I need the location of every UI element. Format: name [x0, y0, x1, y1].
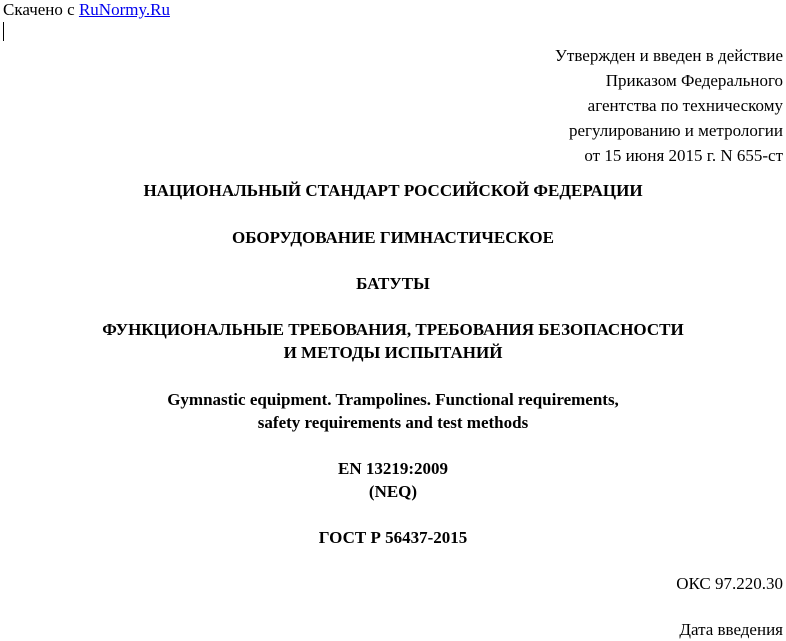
title-group-heading: ОБОРУДОВАНИЕ ГИМНАСТИЧЕСКОЕ [232, 228, 554, 247]
download-note [3, 0, 170, 21]
approval-line-1: Утвержден и введен в действие [554, 46, 783, 65]
standard-type-heading: НАЦИОНАЛЬНЫЙ СТАНДАРТ РОССИЙСКОЙ ФЕДЕРАЦИИ [143, 181, 643, 200]
title-sub-line-1: ФУНКЦИОНАЛЬНЫЕ ТРЕБОВАНИЯ, ТРЕБОВАНИЯ БЕЗОПАСНОСТИ [102, 320, 684, 339]
runormy-link[interactable]: RuNormy.Ru [78, 0, 170, 19]
intro-date-label: Дата введения [679, 620, 783, 639]
gost-number: ГОСТ Р 56437-2015 [318, 528, 468, 547]
english-title-line-2: safety requirements and test methods [257, 413, 529, 432]
approval-line-2: Приказом Федерального [605, 71, 783, 90]
approval-block [555, 43, 783, 168]
approval-line-4: регулированию и метрологии [568, 121, 783, 140]
approval-line-5: от 15 июня 2015 г. N 655-ст [584, 146, 783, 165]
en-reference-code: EN 13219:2009 [337, 459, 449, 478]
english-title-line-1: Gymnastic equipment. Trampolines. Functional requirements, [167, 390, 619, 409]
oks-code: ОКС 97.220.30 [676, 574, 783, 593]
download-note-prefix: Скачено с [3, 0, 75, 19]
en-reference-degree: (NEQ) [368, 482, 418, 501]
approval-line-3: агентства по техническому [587, 96, 783, 115]
text-cursor [3, 22, 4, 41]
title-sub-line-2: И МЕТОДЫ ИСПЫТАНИЙ [283, 343, 503, 362]
title-main-heading: БАТУТЫ [356, 274, 430, 293]
